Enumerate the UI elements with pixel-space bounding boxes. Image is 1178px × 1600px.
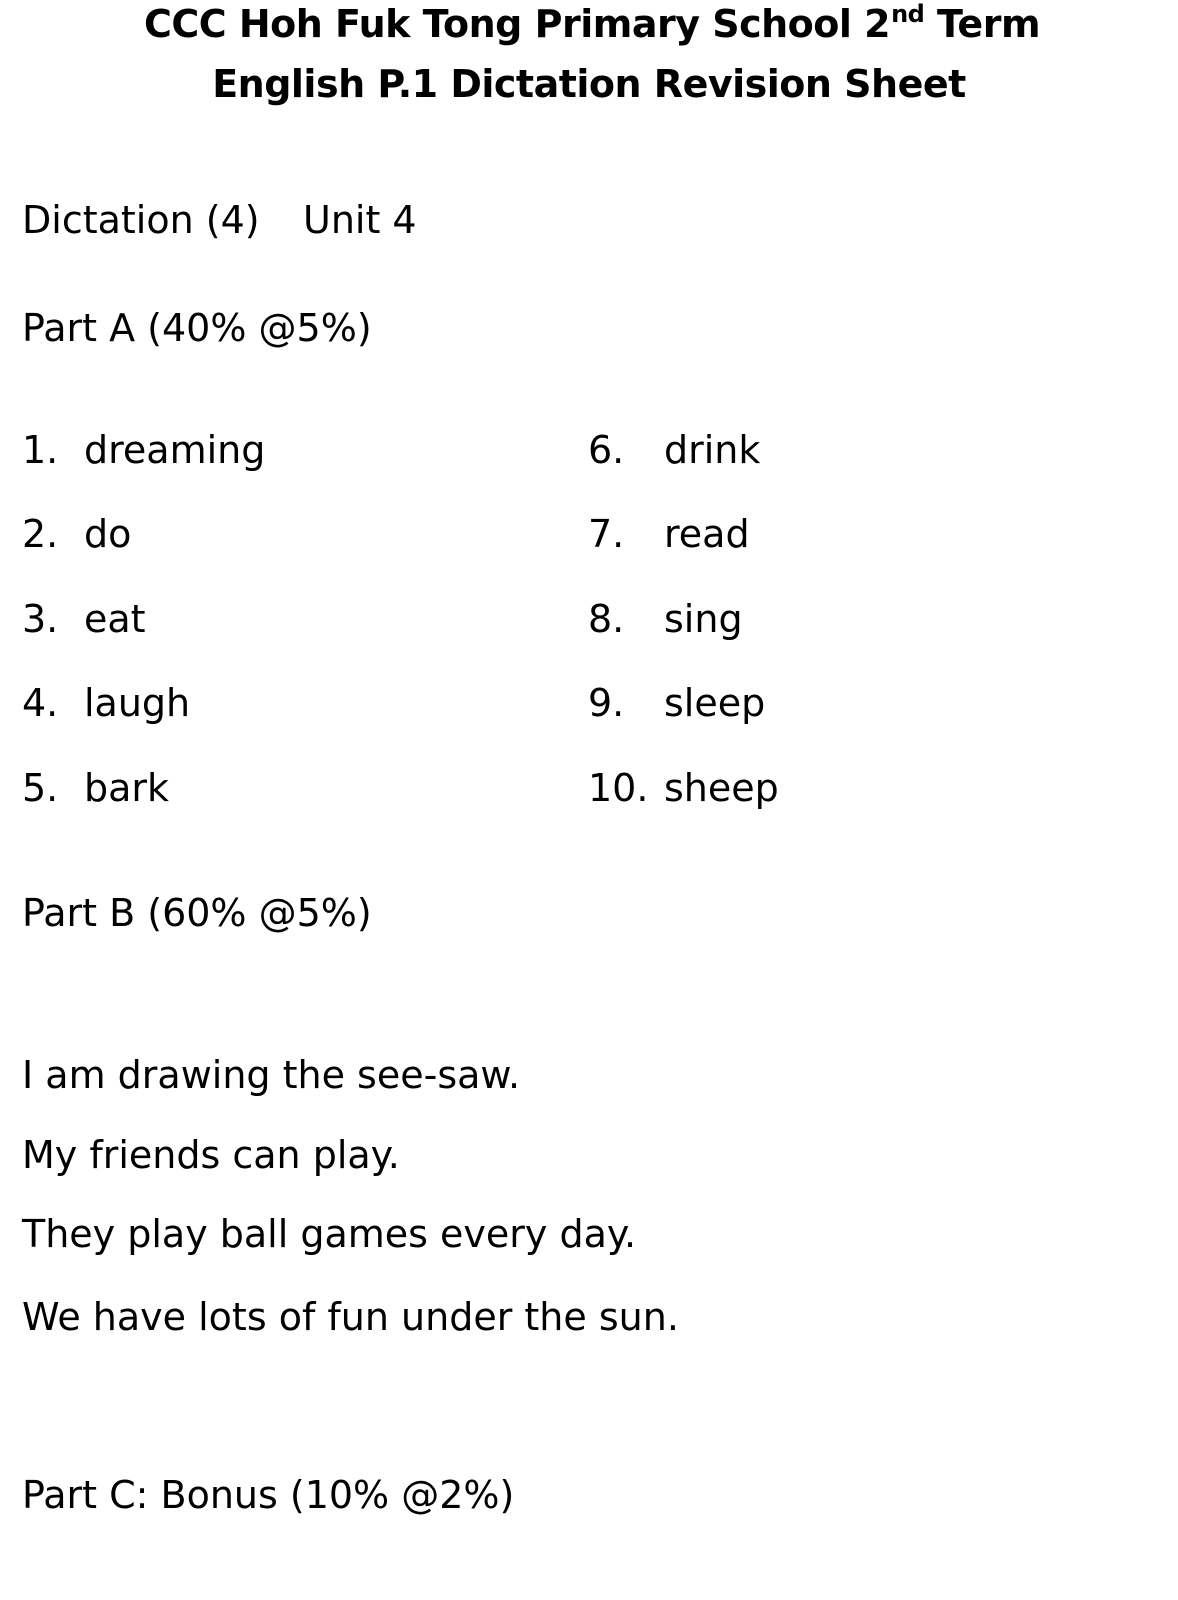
word-item: do	[84, 512, 132, 556]
word-number: 7.	[588, 512, 625, 556]
unit-label: Unit 4	[303, 198, 417, 242]
sentence-item: We have lots of fun under the sun.	[22, 1295, 679, 1339]
document-title-line1	[0, 2, 1178, 46]
word-number: 1.	[22, 428, 59, 472]
word-number: 9.	[588, 681, 625, 725]
sentence-item: I am drawing the see-saw.	[22, 1053, 521, 1097]
word-number: 6.	[588, 428, 625, 472]
title-main: CCC Hoh Fuk Tong Primary School 2	[143, 2, 891, 46]
word-item: drink	[664, 428, 761, 472]
word-item: sing	[664, 597, 743, 641]
part-b-heading: Part B (60% @5%)	[22, 891, 372, 935]
sentence-item: They play ball games every day.	[22, 1212, 637, 1256]
title-term: Term	[924, 2, 1041, 46]
word-item: eat	[84, 597, 146, 641]
word-number: 3.	[22, 597, 59, 641]
part-c-heading: Part C: Bonus (10% @2%)	[22, 1473, 515, 1517]
word-item: sleep	[664, 681, 766, 725]
word-number: 4.	[22, 681, 59, 725]
word-item: sheep	[664, 766, 779, 810]
word-item: laugh	[84, 681, 191, 725]
part-a-heading: Part A (40% @5%)	[22, 306, 372, 350]
title-superscript: nd	[891, 0, 925, 28]
word-item: read	[664, 512, 750, 556]
word-item: bark	[84, 766, 170, 810]
word-number: 5.	[22, 766, 59, 810]
document-title-line2: English P.1 Dictation Revision Sheet	[212, 62, 966, 106]
word-item: dreaming	[84, 428, 266, 472]
sentence-item: My friends can play.	[22, 1133, 400, 1177]
word-number: 10.	[588, 766, 649, 810]
word-number: 8.	[588, 597, 625, 641]
word-number: 2.	[22, 512, 59, 556]
dictation-label: Dictation (4)	[22, 198, 260, 242]
